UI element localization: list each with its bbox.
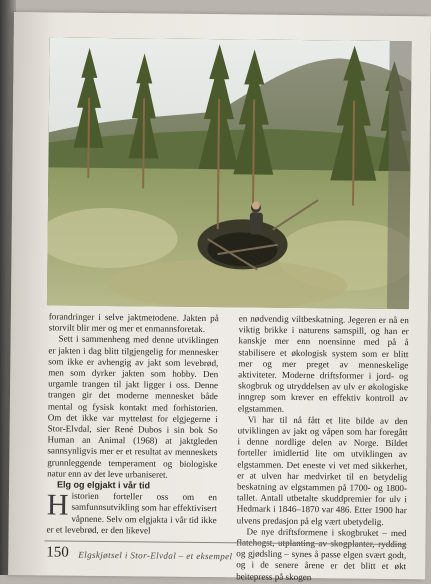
paragraph: Sett i sammenheng med denne utviklingen er jakten i dag blitt tilgjengelig for mennesker som ikke er avhengig av jakt som levebrød, men som dyrker jakten som hobby. Den urgamle trangen til jakt ligger i oss. Denne trangen gir det moderne mennesket både mental og fysisk kontakt med forhistorien. Om det ikke var mytteløst for elgjegerne i Stor-Elvdal, sier René Dubos i sin bok So Human an Animal (1968) at jaktgleden sannsynligvis mer er et resultat av menneskets grunnleggende temperament og biologiske natur enn av det leve urbaniseret. (47, 333, 219, 480)
left-text-column (46, 311, 218, 543)
book-page (8, 12, 431, 582)
right-text-column (236, 313, 409, 582)
paragraph: forandringer i selve jaktmetodene. Jakten på storvilt blir mer og mer et enmannsforetak. (48, 311, 219, 335)
dropcap-paragraph (46, 488, 217, 538)
photo-illustration (47, 37, 412, 309)
dropcap-text: istorien forteller oss om en samfunnsutvikling som har effektivisert våpnene. Selv om elgjakta i vår tid ikke er et levebrød, er den likevel (46, 490, 217, 536)
paragraph: en nødvendig viltbeskatning. Jegeren er nå en viktig brikke i naturens samspill, og han er kanskje mer enn noensinne med på å stabilisere et økologisk system som er blitt mer og mer preget av menneskelige aktiviteter. Moderne driftsformer i jord- og skogbruk og utryddelsen av ulv er økologiske inngrep som krever en effektiv kontroll av elgstammen. (237, 313, 409, 414)
dropcap-letter: H (46, 488, 69, 522)
running-title: Elgskjøtsel i Stor-Elvdal – et eksempel (78, 549, 233, 562)
forest-pitfall-photo (47, 37, 412, 309)
page-number: 150 (46, 544, 69, 561)
paragraph: Vi har til nå fått et lite bilde av den utviklingen av jakt og våpen som har foregått i denne nordlige delen av Norge. Bildet forteller imidlertid lite om utviklingen av elgstammen. Det eneste vi vet med sikkerhet, er at ulven har medvirket til en betydelig beskatning av elgstammen på 1700- og 1800-tallet. Antall utbetalte skuddpremier for ulv i Hedmark i 1846–1870 var 486. Etter 1900 har ulvens predasjon på elg vært ubetydelig. (236, 414, 408, 527)
section-heading: Elg og elgjakt i vår tid (57, 479, 151, 491)
paragraph: De nye driftsformene i skogbruket – med rydding og gjødsling – synes å passe elgen svært godt, og i de senere årene er det blitt et økt beitepress på skogen (236, 526, 407, 582)
